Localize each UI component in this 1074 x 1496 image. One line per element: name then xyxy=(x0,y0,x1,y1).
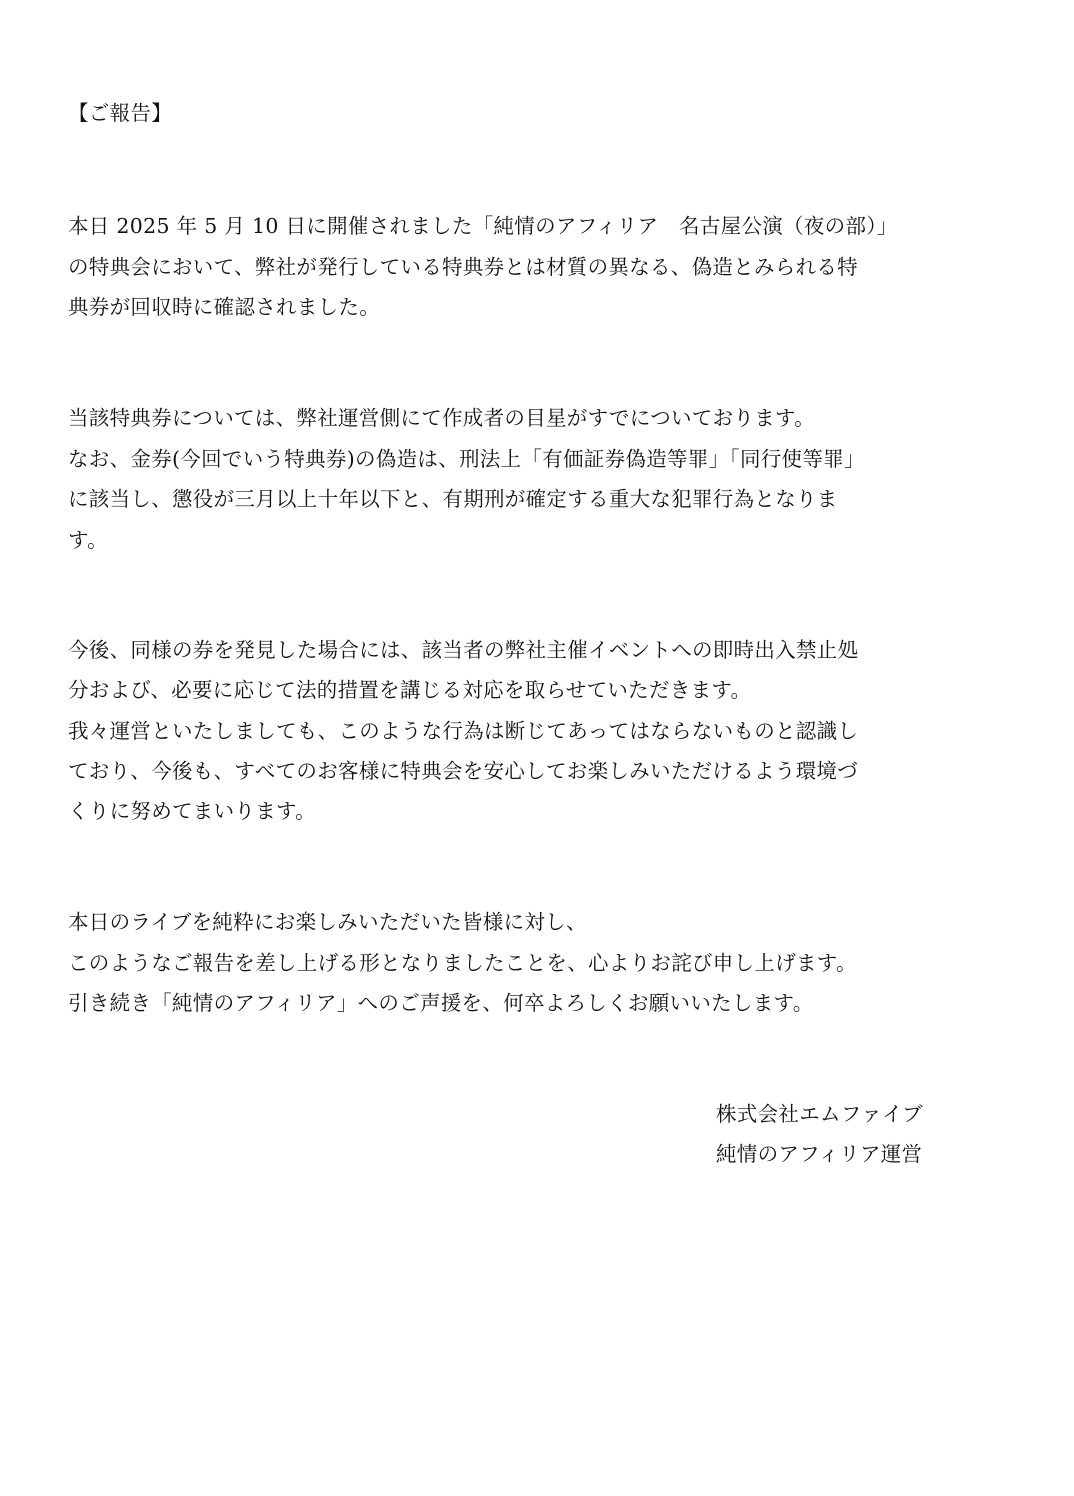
paragraph-line: 典券が回収時に確認されました。 xyxy=(68,295,380,319)
signature-team: 純情のアフィリア運営 xyxy=(716,1142,923,1166)
paragraph-line: 分および、必要に応じて法的措置を講じる対応を取らせていただきます。 xyxy=(68,678,752,702)
document-heading: 【ご報告】 xyxy=(68,101,172,125)
paragraph-line: 本日のライブを純粋にお楽しみいただいた皆様に対し、 xyxy=(68,910,587,934)
paragraph-line: に該当し、懲役が三月以上十年以下と、有期刑が確定する重大な犯罪行為となりま xyxy=(68,487,838,511)
paragraph-line: の特典会において、弊社が発行している特典券とは材質の異なる、偽造とみられる特 xyxy=(68,255,858,279)
paragraph-line: す。 xyxy=(68,528,108,552)
paragraph-line: 引き続き「純情のアフィリア」へのご声援を、何卒よろしくお願いいたします。 xyxy=(68,991,814,1015)
paragraph-line: このようなご報告を差し上げる形となりましたことを、心よりお詫び申し上げます。 xyxy=(68,951,857,975)
paragraph-line: 本日 2025 年 5 月 10 日に開催されました「純情のアフィリア 名古屋公演（夜の部）」 xyxy=(68,214,898,238)
paragraph-line: 我々運営といたしましても、このような行為は断じてあってはならないものと認識し xyxy=(68,719,859,743)
paragraph-line: 今後、同様の券を発見した場合には、該当者の弊社主催イベントへの即時出入禁止処 xyxy=(68,638,859,662)
paragraph-line: くりに努めてまいります。 xyxy=(68,799,316,823)
paragraph-line: なお、金券(今回でいう特典券)の偽造は、刑法上「有価証券偽造等罪」「同行使等罪」 xyxy=(68,447,865,471)
paragraph-line: 当該特典券については、弊社運営側にて作成者の目星がすでについております。 xyxy=(68,406,815,430)
signature-company: 株式会社エムファイブ xyxy=(716,1102,923,1126)
paragraph-line: ており、今後も、すべてのお客様に特典会を安心してお楽しみいただけるよう環境づ xyxy=(68,759,858,783)
